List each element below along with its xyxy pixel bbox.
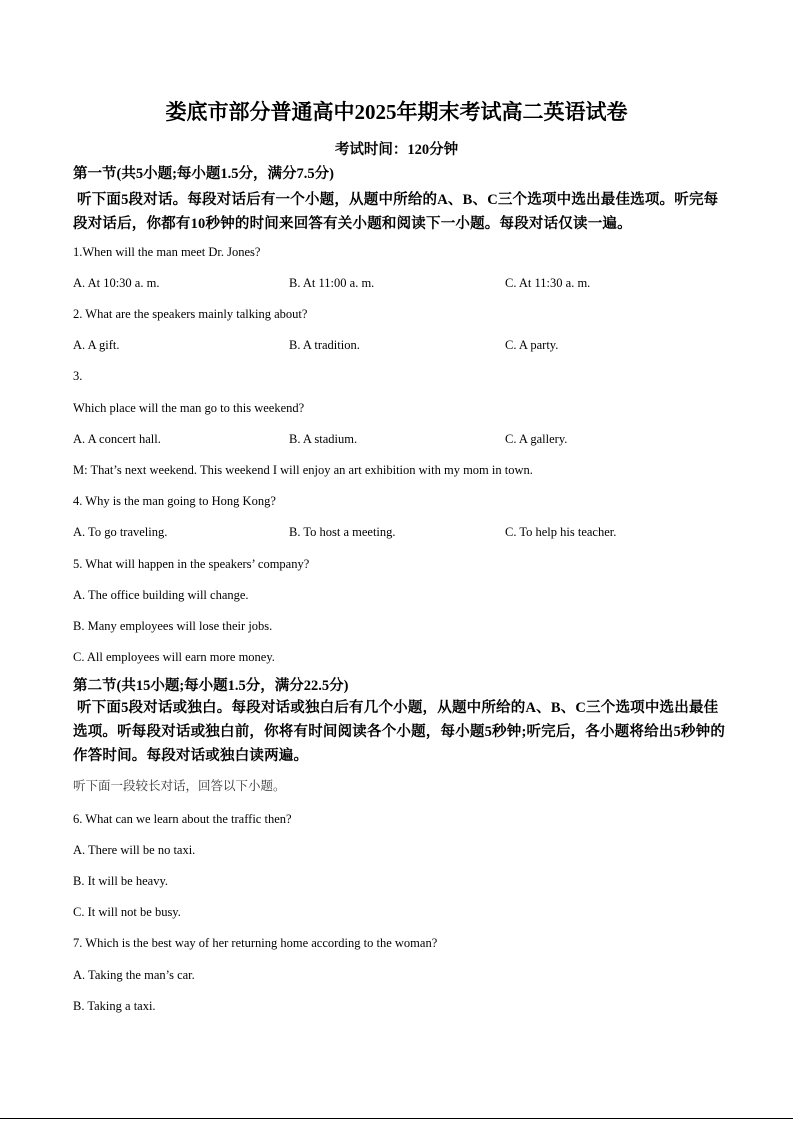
q4-option-b: B. To host a meeting. xyxy=(289,525,396,539)
q7-option-b: B. Taking a taxi. xyxy=(73,999,156,1013)
q5-option-b: B. Many employees will lose their jobs. xyxy=(73,619,273,633)
q2-option-a: A. A gift. xyxy=(73,338,120,352)
page-bottom-divider xyxy=(0,1118,793,1119)
q2-stem: 2. What are the speakers mainly talking about? xyxy=(73,307,308,321)
q3-options xyxy=(73,430,733,448)
q5-stem: 5. What will happen in the speakers’ company? xyxy=(73,557,310,571)
q7-option-a: A. Taking the man’s car. xyxy=(73,968,195,982)
q3-stem: Which place will the man go to this weekend? xyxy=(73,401,305,415)
section2-heading: 第二节(共15小题;每小题1.5分，满分22.5分) xyxy=(73,678,349,694)
exam-time: 考试时间：120分钟 xyxy=(334,142,459,158)
q3-transcript: M: That’s next weekend. This weekend I will enjoy an art exhibition with my mom in town. xyxy=(73,463,533,477)
section1-instruction: 听下面5段对话。每段对话后有一个小题，从题中所给的A、B、C三个选项中选出最佳选项。听完每段对话后，你都有10秒钟的时间来回答有关小题和阅读下一小题。每段对话仅读一遍。 xyxy=(73,192,719,232)
q4-option-a: A. To go traveling. xyxy=(73,525,168,539)
q7-stem: 7. Which is the best way of her returning home according to the woman? xyxy=(73,936,438,950)
q2-option-b: B. A tradition. xyxy=(289,338,360,352)
q4-option-c: C. To help his teacher. xyxy=(505,525,617,539)
section2-note: 听下面一段较长对话，回答以下小题。 xyxy=(73,779,286,793)
q2-option-c: C. A party. xyxy=(505,338,559,352)
q6-option-a: A. There will be no taxi. xyxy=(73,843,196,857)
q1-options xyxy=(73,274,733,292)
q5-option-c: C. All employees will earn more money. xyxy=(73,650,275,664)
q4-stem: 4. Why is the man going to Hong Kong? xyxy=(73,494,276,508)
q1-option-c: C. At 11:30 a. m. xyxy=(505,276,591,290)
q4-options xyxy=(73,523,733,541)
q1-option-b: B. At 11:00 a. m. xyxy=(289,276,375,290)
exam-title: 娄底市部分普通高中2025年期末考试高二英语试卷 xyxy=(165,100,628,124)
q1-stem: 1.When will the man meet Dr. Jones? xyxy=(73,245,261,259)
q1-option-a: A. At 10:30 a. m. xyxy=(73,276,160,290)
q6-stem: 6. What can we learn about the traffic then? xyxy=(73,812,292,826)
q6-option-c: C. It will not be busy. xyxy=(73,905,181,919)
q5-option-a: A. The office building will change. xyxy=(73,588,249,602)
q6-option-b: B. It will be heavy. xyxy=(73,874,169,888)
q3-option-c: C. A gallery. xyxy=(505,432,568,446)
q3-option-a: A. A concert hall. xyxy=(73,432,161,446)
q3-option-b: B. A stadium. xyxy=(289,432,358,446)
section2-instruction: 听下面5段对话或独白。每段对话或独白后有几个小题，从题中所给的A、B、C三个选项中选出最佳选项。听每段对话或独白前，你将有时间阅读各个小题，每小题5秒钟;听完后，各小题将给出5秒钟的作答时间。每段对话或独白读两遍。 xyxy=(73,700,726,764)
q2-options xyxy=(73,336,733,354)
q3-number: 3. xyxy=(73,369,83,383)
section1-heading: 第一节(共5小题;每小题1.5分，满分7.5分) xyxy=(73,166,334,182)
